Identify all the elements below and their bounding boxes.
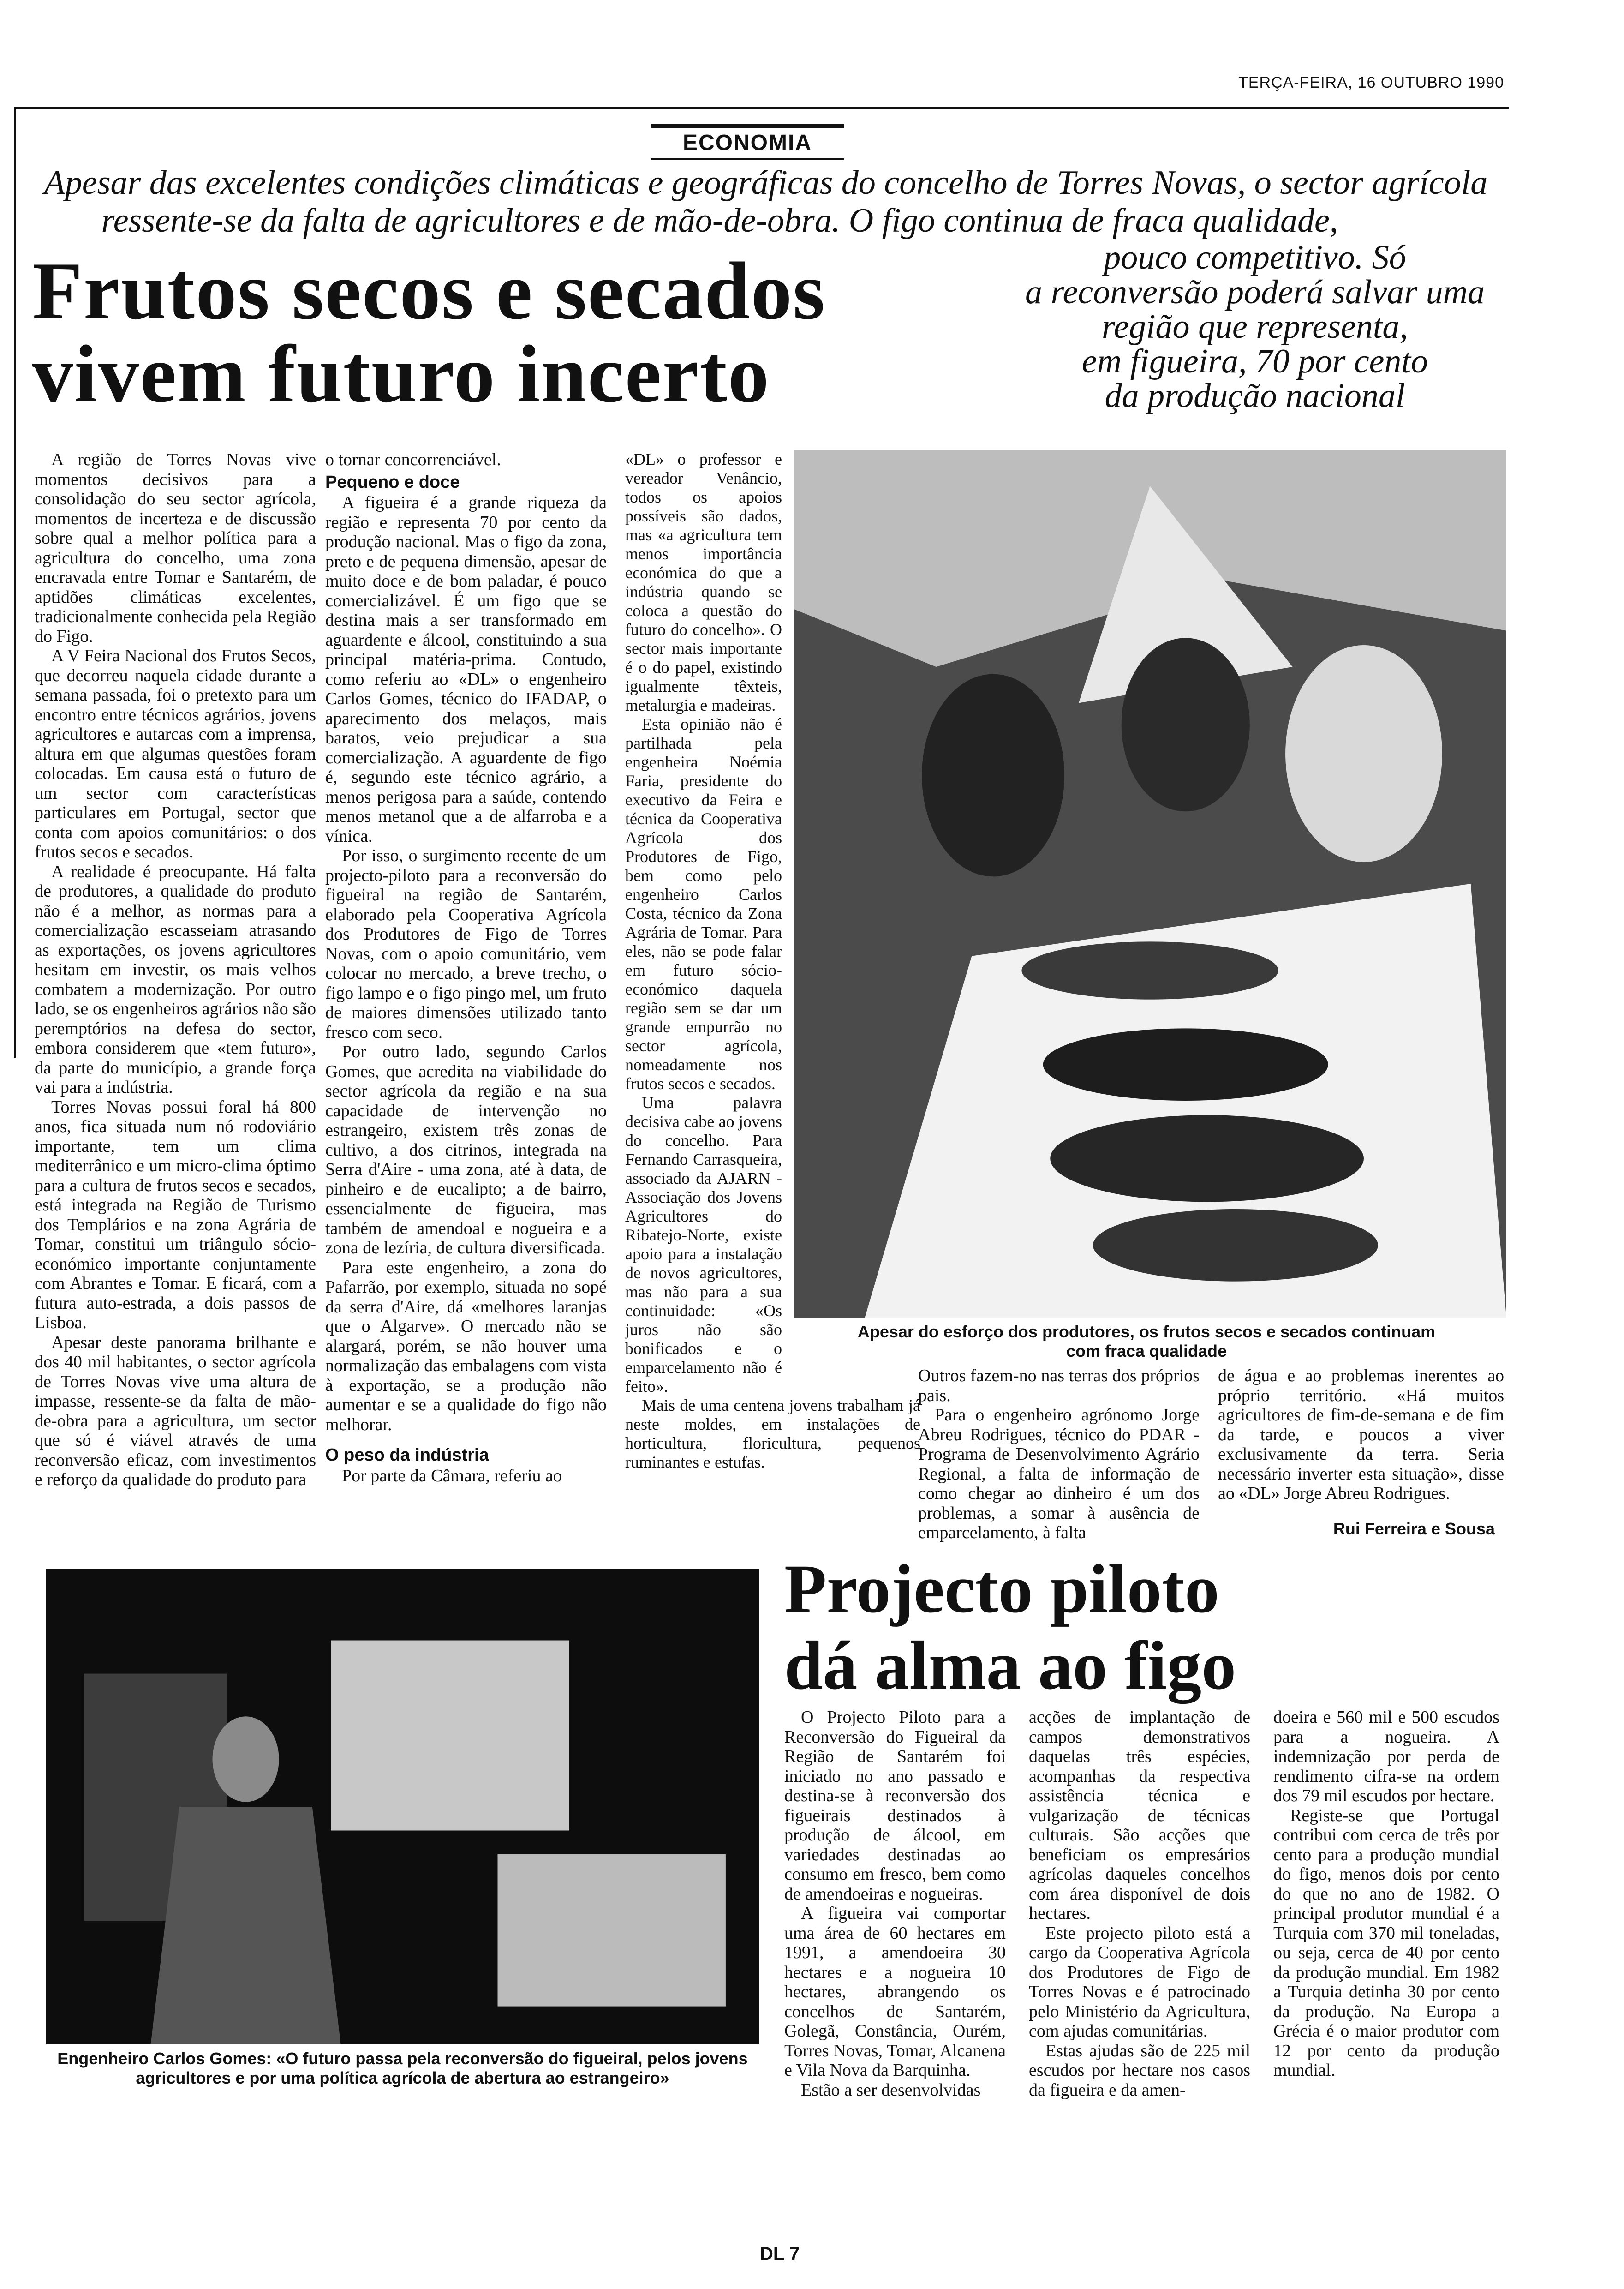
paragraph: doeira e 560 mil e 500 escudos para a nogueira. A indemnização por perda de rendimento cifra-se na ordem dos 79 mil escudos por hectare. bbox=[1273, 1708, 1499, 1805]
paragraph: A V Feira Nacional dos Frutos Secos, que decorreu naquela cidade durante a semana passada, foi o pretexto para um encontro entre técnicos agrários, jovens agricultores e autarcas com a imprensa, altura em que algumas questões foram colocadas. Em causa está o futuro de um sector com características particulares em Portugal, sector que conta com apoios comunitários: o dos frutos secos e secados. bbox=[35, 646, 316, 862]
lead-line-3: pouco competitivo. Só bbox=[1104, 239, 1406, 276]
paragraph: Torres Novas possui foral há 800 anos, fica situada num nó rodoviário importante, tem um clima mediterrânico e um micro-clima óptimo para a cultura de frutos secos e secados, está integrada na Região de Turismo dos Templários e na zona Agrária de Tomar, constitui um triângulo sócio-económico importante conjuntamente com Abrantes e Tomar. E ficará, com a futura auto-estrada, a dois passos de Lisboa. bbox=[35, 1097, 316, 1332]
article-column-4 bbox=[918, 1366, 1200, 1543]
article-column-1 bbox=[35, 450, 316, 1490]
headline-line-2: vivem futuro incerto bbox=[32, 328, 770, 419]
feira-photo bbox=[794, 450, 1506, 1318]
paragraph: Mais de uma centena jovens trabalham já neste moldes, em instalações de horticultura, floricultura, pequenos ruminantes e estufas. bbox=[625, 1396, 920, 1471]
paragraph: Por isso, o surgimento recente de um projecto-piloto para a reconversão do figueiral na região de Santarém, elaborado pela Cooperativa Agrícola dos Produtores de Figo de Torres Novas, com o apoio comunitário, vem colocar no mercado, a breve trecho, o figo lampo e o figo pingo mel, um fruto de maiores dimensões utilizado tanto fresco com seco. bbox=[325, 846, 607, 1042]
paragraph: Para este engenheiro, a zona do Pafarrão, por exemplo, situada no sopé da serra d'Aire, dá «melhores laranjas que o Algarve». O mercado não se alargará, porém, se não houver uma normalização das embalagens com vista à exportação, se a produção não aumentar e se a qualidade do figo não melhorar. bbox=[325, 1258, 607, 1434]
paragraph: Outros fazem-no nas terras dos próprios pais. bbox=[918, 1366, 1200, 1405]
paragraph: O Projecto Piloto para a Reconversão do Figueiral da Região de Santarém foi iniciado no ano passado e destina-se à reconversão dos figueirais destinados à produção de álcool, em variedades destinadas ao consumo em fresco, bem como de amendoeiras e nogueiras. bbox=[784, 1708, 1006, 1904]
headline2-line-1: Projecto piloto bbox=[784, 1551, 1219, 1627]
carlos-gomes-photo-image bbox=[46, 1569, 759, 2044]
paragraph: acções de implantação de campos demonstrativos daquelas três espécies, acompanhas da respectiva assistência técnica e vulgarização de técnicas culturais. São acções que beneficiam os empresários agrícolas daqueles concelhos com área disponível de dois hectares. bbox=[1029, 1708, 1250, 1923]
paragraph: o tornar concorrenciável. bbox=[325, 450, 501, 469]
paragraph: Este projecto piloto está a cargo da Cooperativa Agrícola dos Produtores de Figo de Torres Novas e é patrocinado pelo Ministério da Agricultura, com ajudas comunitárias. bbox=[1029, 1923, 1250, 2041]
top-rule bbox=[14, 107, 1509, 109]
feira-photo-image bbox=[794, 450, 1506, 1318]
paragraph: «DL» o professor e vereador Venâncio, todos os apoios possíveis são dados, mas «a agricultura tem menos importância económica do que a indústria quando se coloca a questão do futuro do concelho». O sector mais importante é o do papel, existindo igualmente têxteis, metalurgia e madeiras. bbox=[625, 450, 782, 714]
lead-line-2: ressente-se da falta de agricultores e de mão-de-obra. O figo continua de fraca qualidade, bbox=[101, 202, 1338, 240]
photo-caption-feira: Apesar do esforço dos produtores, os frutos secos e secados continuam com fraca qualidade bbox=[857, 1322, 1436, 1360]
photo-caption-carlos-gomes: Engenheiro Carlos Gomes: «O futuro passa pela reconversão do figueiral, pelos jovens agricultores e por uma política agrícola de abertura ao estrangeiro» bbox=[57, 2049, 748, 2087]
section-label: ECONOMIA bbox=[651, 124, 844, 160]
paragraph: A região de Torres Novas vive momentos decisivos para a consolidação do seu sector agrícola, momentos de incerteza e de discussão sobre qual a melhor política para a agricultura do concelho, uma zona encravada entre Tomar e Santarém, de aptidões climáticas excelentes, tradicionalmente conhecida pela Região do Figo. bbox=[35, 450, 316, 646]
article2-column-3 bbox=[1273, 1708, 1499, 2080]
paragraph: Apesar deste panorama brilhante e dos 40 mil habitantes, o sector agrícola de Torres Novas vive uma altura de impasse, ressente-se da falta de mão-de-obra para a agricultura, um sector que só é viável através de uma reconversão eficaz, com investimentos e reforço da qualidade do produto para bbox=[35, 1332, 316, 1489]
lead-line-1: Apesar das excelentes condições climáticas e geográficas do concelho de Torres Novas, o sector agrícola bbox=[44, 164, 1488, 202]
article-column-5 bbox=[1218, 1366, 1504, 1504]
page-mark: DL 7 bbox=[760, 2244, 800, 2264]
paragraph: de água e ao problemas inerentes ao próprio território. «Há muitos agricultores de fim-de-semana e de fim da tarde, e poucos a viver exclusivamente da terra. Seria necessário inverter esta situação», disse ao «DL» Jorge Abreu Rodrigues. bbox=[1218, 1366, 1504, 1503]
article-column-3 bbox=[625, 450, 920, 1472]
paragraph: Registe-se que Portugal contribui com cerca de três por cento para a produção mundial do figo, menos dois por cento do que no ano de 1982. O principal produtor mundial é a Turquia com 370 mil toneladas, ou seja, cerca de 40 por cento da produção mundial. Em 1982 a Turquia detinha 30 por cento da produção. Na Europa a Grécia é o maior produtor com 12 por cento da produção mundial. bbox=[1273, 1805, 1499, 2080]
article-column-2 bbox=[325, 450, 607, 1486]
dateline: TERÇA-FEIRA, 16 OUTUBRO 1990 bbox=[1238, 74, 1504, 91]
carlos-gomes-photo bbox=[46, 1569, 759, 2044]
byline: Rui Ferreira e Sousa bbox=[1333, 1519, 1495, 1538]
subheading-peso-da-industria: O peso da indústria bbox=[325, 1445, 489, 1465]
paragraph: Uma palavra decisiva cabe ao jovens do concelho. Para Fernando Carrasqueira, associado da AJARN - Associação dos Jovens Agricultores do Ribatejo-Norte, existe apoio para a instalação de novos agricultores, mas não para a sua continuidade: «Os juros não são bonificados e o emparcelamento não é feito». bbox=[625, 1093, 782, 1396]
paragraph: Estão a ser desenvolvidas bbox=[801, 2080, 981, 2100]
paragraph: Esta opinião não é partilhada pela engenheira Noémia Faria, presidente do executivo da Feira e técnica da Cooperativa Agrícola dos Produtores de Figo, bem como pelo engenheiro Carlos Costa, técnico da Zona Agrária de Tomar. Para eles, não se pode falar em futuro sócio-económico daquela região sem se dar um grande empurrão no sector agrícola, nomeadamente nos frutos secos e secados. bbox=[625, 715, 782, 1093]
lead-line-6: em figueira, 70 por cento bbox=[1081, 342, 1428, 380]
paragraph: Para o engenheiro agrónomo Jorge Abreu Rodrigues, técnico do PDAR - Programa de Desenvolvimento Agrário Regional, a falta de informação de como chegar ao dinheiro é um dos problemas, a somar à ausência de emparcelamento, à falta bbox=[918, 1405, 1200, 1542]
headline2-line-2: dá alma ao figo bbox=[784, 1627, 1236, 1704]
lead-line-5: região que representa, bbox=[1102, 308, 1408, 346]
article2-column-2 bbox=[1029, 1708, 1250, 2100]
article2-column-1 bbox=[784, 1708, 1006, 2100]
lead-line-7: da produção nacional bbox=[1105, 377, 1405, 415]
paragraph: A figueira vai comportar uma área de 60 hectares em 1991, a amendoeira 30 hectares e a nogueira 10 hectares, abrangendo os concelhos de Santarém, Golegã, Constância, Ourém, Torres Novas, Tomar, Alcanena e Vila Nova da Barquinha. bbox=[784, 1904, 1006, 2080]
headline-line-1: Frutos secos e secados bbox=[32, 245, 826, 336]
paragraph: A figueira é a grande riqueza da região e representa 70 por cento da produção nacional. Mas o figo da zona, preto e de pequena dimensão, apesar de muito doce e de bom paladar, é pouco comercializável. É um figo que se destina mais a ser transformado em aguardente e álcool, constituindo a sua principal matéria-prima. Contudo, como referiu ao «DL» o engenheiro Carlos Gomes, técnico do IFADAP, o aparecimento dos melaços, mais baratos, veio prejudicar a sua comercialização. A aguardente de figo é, segundo este técnico agrário, a menos perigosa para a saúde, contendo menos metanol que a de alfarroba e a vínica. bbox=[325, 493, 607, 846]
paragraph: Estas ajudas são de 225 mil escudos por hectare nos casos da figueira e da amen- bbox=[1029, 2041, 1250, 2100]
paragraph: Por outro lado, segundo Carlos Gomes, que acredita na viabilidade do sector agrícola da região e na sua capacidade de intervenção no estrangeiro, existem três zonas de cultivo, a dos citrinos, integrada na Serra d'Aire - uma zona, até à data, de pinheiro e de eucalipto; a de bairro, essencialmente de figueira, mas também de amendoal e nogueira e a zona de lezíria, de cultura diversificada. bbox=[325, 1042, 607, 1258]
paragraph: Por parte da Câmara, referiu ao bbox=[342, 1466, 562, 1486]
subheading-pequeno-e-doce: Pequeno e doce bbox=[325, 472, 460, 492]
lead-line-4: a reconversão poderá salvar uma bbox=[1025, 273, 1485, 311]
paragraph: A realidade é preocupante. Há falta de produtores, a qualidade do produto não é a melhor, as normas para a comercialização escasseiam atrasando as exportações, os jovens agricultores hesitam em investir, os mais velhos combatem a modernização. Por outro lado, se os engenheiros agrários não são peremptórios na defesa do sector, embora considerem que «tem futuro», da parte do município, a grande força vai para a indústria. bbox=[35, 862, 316, 1097]
left-rule bbox=[14, 107, 16, 1058]
